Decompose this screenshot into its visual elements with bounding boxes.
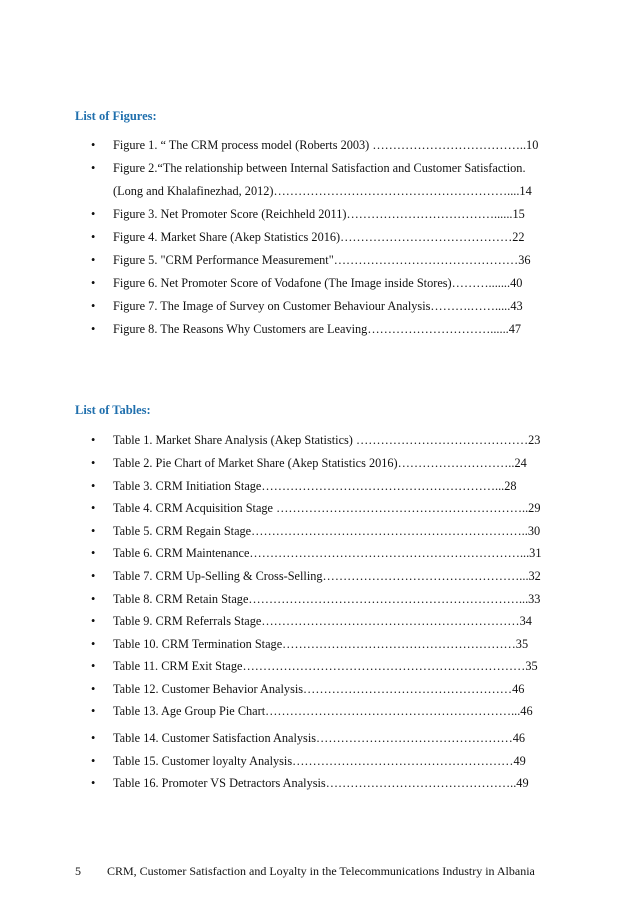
bullet: • [91,479,96,493]
bullet: • [91,524,96,538]
bullet: • [91,637,96,651]
bullet: • [91,614,96,628]
list-item [0,250,638,270]
list-item [0,728,638,748]
bullet: • [91,207,96,221]
bullet: • [91,276,96,290]
bullet: • [91,299,96,313]
bullet: • [91,776,96,790]
table-entry: Table 8. CRM Retain Stage…………………………………………………………...33 [113,592,541,606]
list-item [0,751,638,771]
figure-entry: Figure 1. “ The CRM process model (Roberts 2003) ………………………………..10 [113,138,539,152]
bullet: • [91,456,96,470]
bullet: • [91,322,96,336]
list-item [0,701,638,721]
list-item [0,656,638,676]
list-item [0,773,638,793]
bullet: • [91,501,96,515]
table-entry: Table 14. Customer Satisfaction Analysis…………………………………………46 [113,731,526,745]
table-entry: Table 6. CRM Maintenance…………………………………………………………...31 [113,546,542,560]
list-of-tables-heading: List of Tables: [75,403,151,417]
list-item [0,273,638,293]
table-entry: Table 10. CRM Termination Stage…………………………………………………35 [113,637,529,651]
list-item [0,430,638,450]
running-title: CRM, Customer Satisfaction and Loyalty in the Telecommunications Industry in Albania [107,864,535,878]
page-number: 5 [75,864,81,878]
bullet: • [91,253,96,267]
table-entry: Table 3. CRM Initiation Stage…………………………………………………...28 [113,479,517,493]
list-item [0,521,638,541]
list-item-continuation [0,181,638,201]
bullet: • [91,592,96,606]
table-entry: Table 12. Customer Behavior Analysis……………………………………………46 [113,682,525,696]
bullet: • [91,161,96,175]
bullet: • [91,230,96,244]
figure-entry: Figure 2.“The relationship between Internal Satisfaction and Customer Satisfaction. [113,161,526,175]
list-item [0,158,638,178]
table-entry: Table 2. Pie Chart of Market Share (Akep Statistics 2016)………………………..24 [113,456,527,470]
bullet: • [91,754,96,768]
bullet: • [91,138,96,152]
table-entry: Table 1. Market Share Analysis (Akep Statistics) ……………………………………23 [113,433,541,447]
table-entry: Table 9. CRM Referrals Stage………………………………………………………34 [113,614,532,628]
list-item [0,319,638,339]
bullet: • [91,569,96,583]
table-entry: Table 15. Customer loyalty Analysis………………………………………………49 [113,754,526,768]
list-item [0,679,638,699]
list-of-figures-heading: List of Figures: [75,109,157,123]
list-item [0,498,638,518]
bullet: • [91,546,96,560]
list-item [0,634,638,654]
list-item [0,453,638,473]
list-item [0,135,638,155]
list-item [0,204,638,224]
bullet: • [91,704,96,718]
table-entry: Table 11. CRM Exit Stage……………………………………………………………35 [113,659,538,673]
table-entry: Table 13. Age Group Pie Chart……………………………………………………...46 [113,704,533,718]
figure-entry: Figure 5. "CRM Performance Measurement"………………………………………36 [113,253,531,267]
figure-entry: Figure 3. Net Promoter Score (Reichheld 2011)………………………………......15 [113,207,525,221]
list-item [0,543,638,563]
figure-entry: Figure 8. The Reasons Why Customers are Leaving…………………………......47 [113,322,522,336]
table-entry: Table 5. CRM Regain Stage…………………………………………………………..30 [113,524,541,538]
list-item [0,227,638,247]
list-item [0,566,638,586]
figure-entry: Figure 4. Market Share (Akep Statistics 2016)……………………………………22 [113,230,525,244]
list-item [0,611,638,631]
bullet: • [91,731,96,745]
figure-entry-continuation: (Long and Khalafinezhad, 2012)…………………………………………………....14 [113,184,532,198]
table-entry: Table 7. CRM Up-Selling & Cross-Selling…………………………………………...32 [113,569,541,583]
bullet: • [91,433,96,447]
bullet: • [91,659,96,673]
list-item [0,589,638,609]
table-entry: Table 16. Promoter VS Detractors Analysis………………………………………..49 [113,776,529,790]
bullet: • [91,682,96,696]
list-item [0,296,638,316]
figure-entry: Figure 7. The Image of Survey on Customer Behaviour Analysis……….…….....43 [113,299,523,313]
table-entry: Table 4. CRM Acquisition Stage ……………………………………………………..29 [113,501,541,515]
figure-entry: Figure 6. Net Promoter Score of Vodafone (The Image inside Stores)……….......40 [113,276,523,290]
list-item [0,476,638,496]
